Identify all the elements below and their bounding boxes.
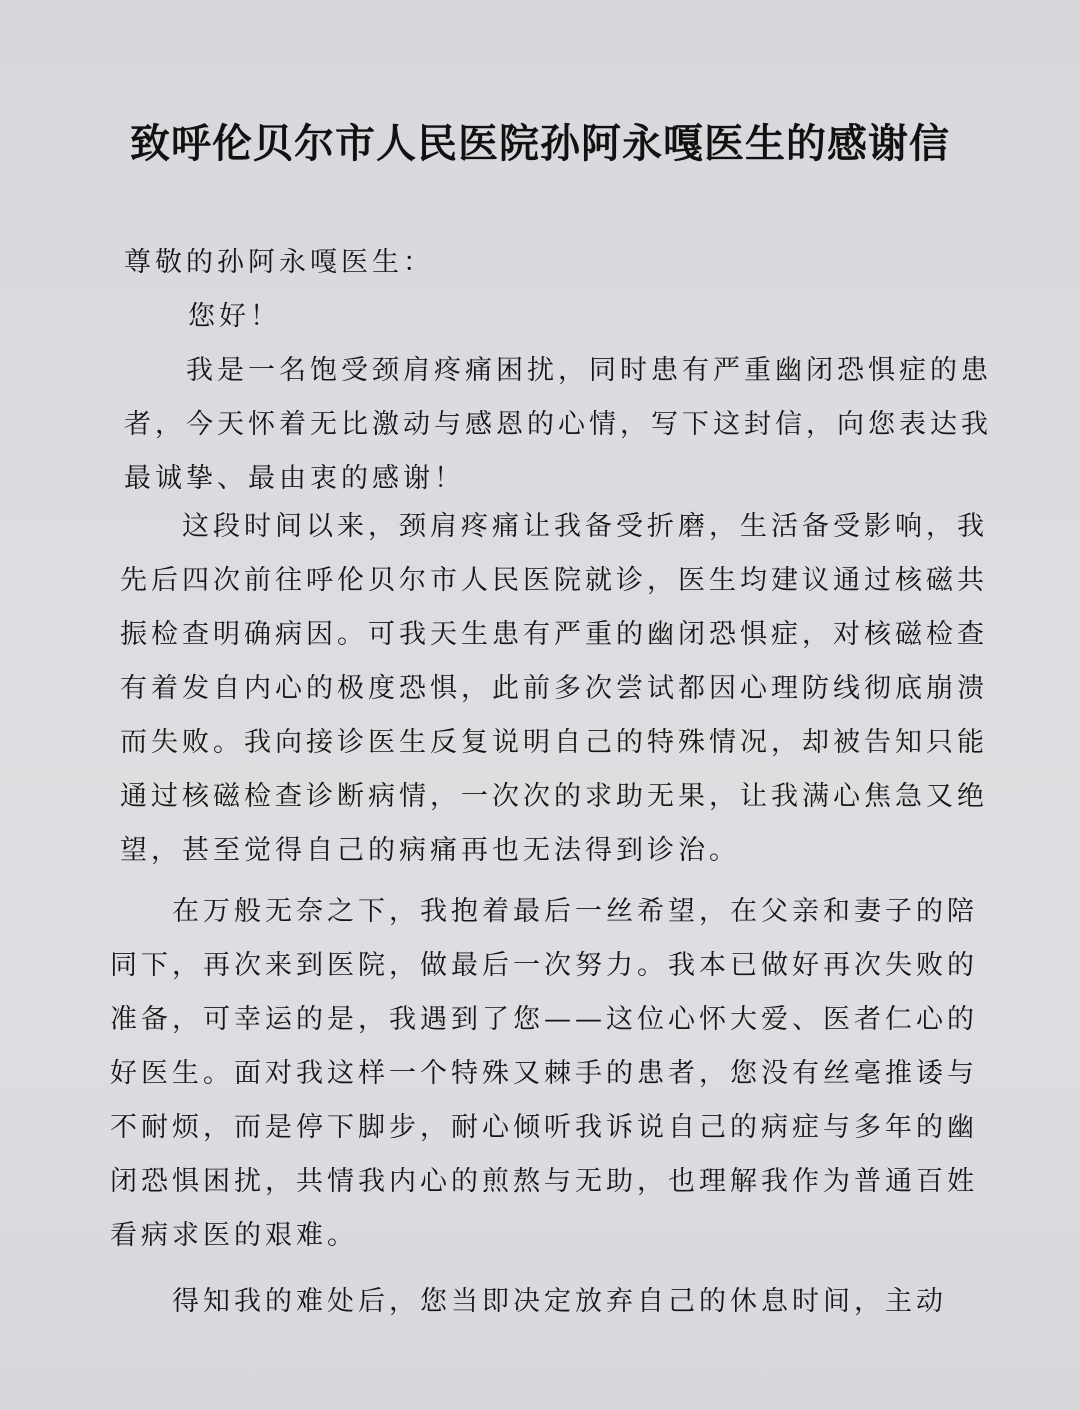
paragraph-line: 我是一名饱受颈肩疼痛困扰，同时患有严重幽闭恐惧症的患 xyxy=(124,355,992,386)
paragraph-line: 看病求医的艰难。 xyxy=(110,1220,358,1251)
paragraph-line: 得知我的难处后，您当即决定放弃自己的休息时间，主动 xyxy=(110,1286,947,1317)
greeting: 您好！ xyxy=(188,301,281,332)
paragraph-1 xyxy=(124,344,992,506)
paragraph-line: 望，甚至觉得自己的病痛再也无法得到诊治。 xyxy=(120,835,740,866)
paragraph-2 xyxy=(120,500,988,878)
paragraph-line: 同下，再次来到医院，做最后一次努力。我本已做好再次失败的 xyxy=(110,950,978,981)
paragraph-line: 准备，可幸运的是，我遇到了您——这位心怀大爱、医者仁心的 xyxy=(110,1004,978,1035)
paragraph-line: 通过核磁检查诊断病情，一次次的求助无果，让我满心焦急又绝 xyxy=(120,781,988,812)
paragraph-line: 好医生。面对我这样一个特殊又棘手的患者，您没有丝毫推诿与 xyxy=(110,1058,978,1089)
salutation: 尊敬的孙阿永嘎医生： xyxy=(124,247,434,278)
paragraph-line: 在万般无奈之下，我抱着最后一丝希望，在父亲和妻子的陪 xyxy=(110,896,978,927)
paragraph-line: 先后四次前往呼伦贝尔市人民医院就诊，医生均建议通过核磁共 xyxy=(120,565,988,596)
paragraph-line: 者，今天怀着无比激动与感恩的心情，写下这封信，向您表达我 xyxy=(124,409,992,440)
paragraph-line: 闭恐惧困扰，共情我内心的煎熬与无助，也理解我作为普通百姓 xyxy=(110,1166,978,1197)
paragraph-line: 最诚挚、最由衷的感谢！ xyxy=(124,463,465,494)
paragraph-line: 而失败。我向接诊医生反复说明自己的特殊情况，却被告知只能 xyxy=(120,727,988,758)
letter-title: 致呼伦贝尔市人民医院孙阿永嘎医生的感谢信 xyxy=(130,121,950,167)
paragraph-line: 有着发自内心的极度恐惧，此前多次尝试都因心理防线彻底崩溃 xyxy=(120,673,988,704)
paragraph-line: 不耐烦，而是停下脚步，耐心倾听我诉说自己的病症与多年的幽 xyxy=(110,1112,978,1143)
paragraph-4 xyxy=(110,1275,970,1329)
paragraph-line: 这段时间以来，颈肩疼痛让我备受折磨，生活备受影响，我 xyxy=(120,511,988,542)
paragraph-3 xyxy=(110,885,978,1263)
paragraph-line: 振检查明确病因。可我天生患有严重的幽闭恐惧症，对核磁检查 xyxy=(120,619,988,650)
